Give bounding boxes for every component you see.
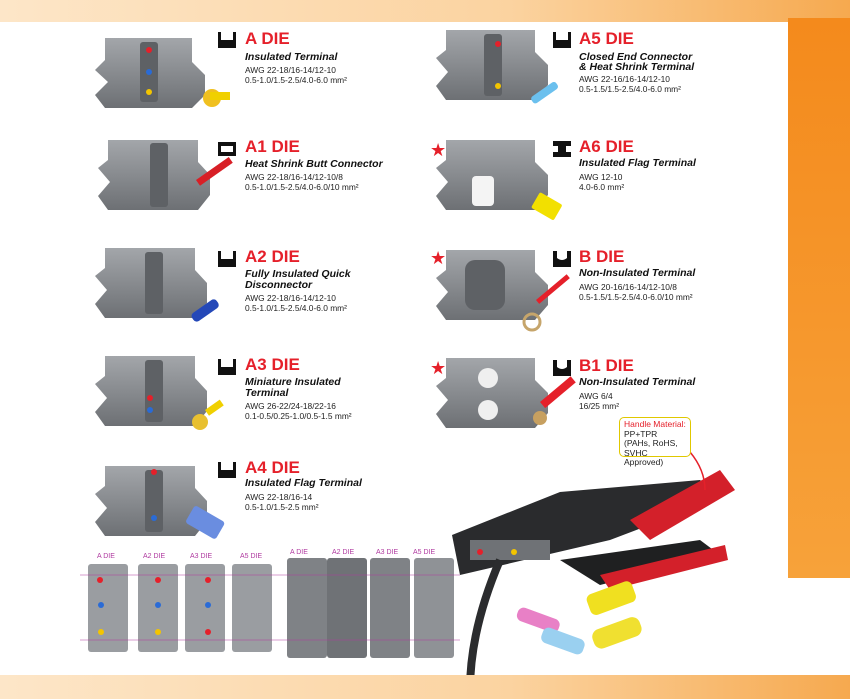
die-title: B DIE: [579, 247, 625, 266]
a3-die-profile-icon: [217, 358, 237, 376]
bottom-die-label: A2 DIE: [143, 553, 166, 560]
a2-die-profile-icon: [217, 250, 237, 268]
a5-die-profile-icon: [552, 31, 572, 49]
die-spec-mm2: 0.5-1.5/1.5-2.5/4.0-6.0 mm²: [579, 84, 681, 94]
handle-material-line: PP+TPR: [624, 428, 658, 439]
a2-die-plate: [95, 248, 220, 323]
bottom-die-label: A DIE: [97, 553, 115, 560]
die-subtitle-line2: Disconnector: [245, 279, 313, 291]
bottom-die-label: A5 DIE: [413, 549, 436, 556]
die-subtitle: Non-Insulated Terminal: [579, 267, 696, 279]
die-title: B1 DIE: [579, 356, 634, 375]
handle-material-callout: [619, 417, 691, 467]
b1-die-profile-icon: [552, 359, 572, 377]
die-spec-awg: AWG 20-16/16-14/12-10/8: [579, 282, 677, 292]
die-title: A2 DIE: [245, 247, 300, 266]
die-title: A4 DIE: [245, 458, 300, 477]
bottom-die-label: A5 DIE: [240, 553, 263, 560]
handle-material-label: Handle Material:: [624, 419, 686, 429]
die-subtitle: Closed End Connector: [579, 51, 693, 63]
side-banner-text: For Insulated Terminal & Non-Insulated Terminal: [747, 37, 763, 380]
a1-die-profile-icon: [217, 140, 237, 158]
die-title: A6 DIE: [579, 137, 634, 156]
die-title: A DIE: [245, 29, 290, 48]
a6-die-plate: [436, 140, 563, 221]
die-spec-mm2: 0.5-1.0/1.5-2.5 mm²: [245, 502, 319, 512]
handle-material-line: (PAHs, RoHS,: [624, 438, 678, 448]
a5-die-plate: [436, 30, 559, 105]
die-spec-awg: AWG 22-18/16-14/12-10: [245, 65, 336, 75]
bottom-die-label: A3 DIE: [190, 553, 213, 560]
die-subtitle: Fully Insulated Quick: [245, 268, 351, 280]
die-spec-awg: AWG 12-10: [579, 172, 623, 182]
star-icon: ★: [430, 248, 447, 268]
bottom-gradient-band: [0, 675, 850, 699]
a-die-plate: [95, 38, 230, 108]
die-spec-mm2: 0.5-1.0/1.5-2.5/4.0-6.0 mm²: [245, 75, 347, 85]
handle-material-line: SVHC Approved): [624, 447, 664, 467]
die-title: A3 DIE: [245, 355, 300, 374]
b-die-profile-icon: [552, 250, 572, 268]
a4-die-plate: [95, 466, 225, 540]
bottom-die-set-photo: [80, 558, 460, 658]
die-title: A1 DIE: [245, 137, 300, 156]
die-subtitle: Insulated Flag Terminal: [579, 157, 696, 169]
a-die-profile-icon: [217, 31, 237, 49]
bottom-die-label: A3 DIE: [376, 549, 399, 556]
a6-die-profile-icon: [552, 140, 572, 158]
a4-die-profile-icon: [217, 461, 237, 479]
die-subtitle: Insulated Flag Terminal: [245, 477, 362, 489]
a1-die-plate: [98, 140, 233, 210]
crimping-plier-photo: [452, 452, 735, 690]
bottom-die-label: A2 DIE: [332, 549, 355, 556]
die-subtitle: Insulated Terminal: [245, 51, 338, 63]
die-subtitle-line2: & Heat Shrink Terminal: [579, 61, 695, 73]
die-subtitle: Non-Insulated Terminal: [579, 376, 696, 388]
die-spec-mm2: 0.5-1.5/1.5-2.5/4.0-6.0/10 mm²: [579, 292, 693, 302]
die-spec-awg: AWG 22-18/16-14: [245, 492, 313, 502]
die-spec-awg: AWG 26-22/24-18/22-16: [245, 401, 336, 411]
a3-die-plate: [95, 356, 224, 430]
die-spec-awg: AWG 22-18/16-14/12-10: [245, 293, 336, 303]
die-spec-mm2: 0.5-1.0/1.5-2.5/4.0-6.0 mm²: [245, 303, 347, 313]
die-subtitle: Miniature Insulated: [245, 376, 341, 388]
die-spec-awg: AWG 22-16/16-14/12-10: [579, 74, 670, 84]
die-title: A5 DIE: [579, 29, 634, 48]
b-die-plate: [436, 250, 570, 330]
die-subtitle: Heat Shrink Butt Connector: [245, 158, 383, 170]
die-spec-mm2: 4.0-6.0 mm²: [579, 182, 625, 192]
star-icon: ★: [430, 140, 447, 160]
die-spec-mm2: 16/25 mm²: [579, 401, 620, 411]
die-spec-mm2: 0.1-0.5/0.25-1.0/0.5-1.5 mm²: [245, 411, 352, 421]
bottom-die-label: A DIE: [290, 549, 308, 556]
die-subtitle-line2: Terminal: [245, 387, 289, 399]
die-spec-mm2: 0.5-1.0/1.5-2.5/4.0-6.0/10 mm²: [245, 182, 359, 192]
star-icon: ★: [430, 358, 447, 378]
die-spec-awg: AWG 22-18/16-14/12-10/8: [245, 172, 343, 182]
die-spec-awg: AWG 6/4: [579, 391, 613, 401]
